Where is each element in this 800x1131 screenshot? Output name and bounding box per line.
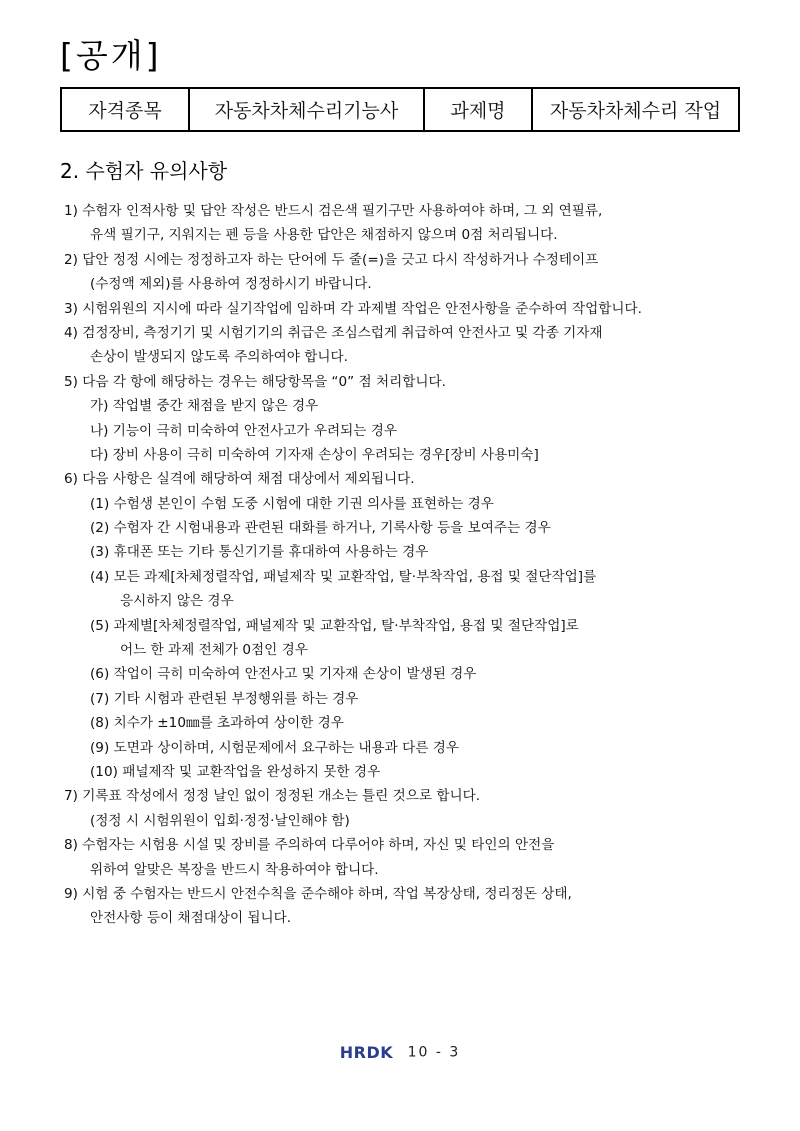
instruction-subitem: 나) 기능이 극히 미숙하여 안전사고가 우려되는 경우 — [90, 422, 397, 439]
instruction-line: 안전사항 등이 채점대상이 됩니다. — [90, 910, 292, 927]
instruction-subitem: (1) 수험생 본인이 수험 도중 시험에 대한 기권 의사를 표현하는 경우 — [90, 495, 494, 512]
instruction-subitem: (5) 과제별[차체정렬작업, 패널제작 및 교환작업, 탈·부착작업, 용접 및 절단작업]로 — [90, 617, 579, 634]
task-label: 과제명 — [424, 88, 532, 131]
instruction-subitem: (6) 작업이 극히 미숙하여 안전사고 및 기자재 손상이 발생된 경우 — [90, 666, 477, 683]
hrdk-logo: HRDK — [339, 1043, 394, 1062]
instruction-line: 유색 필기구, 지워지는 펜 등을 사용한 답안은 채점하지 않으며 0점 처리됩니다. — [90, 227, 558, 244]
info-table-row — [61, 88, 739, 131]
instruction-subitem: (9) 도면과 상이하며, 시험문제에서 요구하는 내용과 다른 경우 — [90, 739, 459, 756]
instruction-line: 8) 수험자는 시험용 시설 및 장비를 주의하여 다루어야 하며, 자신 및 타인의 안전을 — [64, 837, 555, 854]
instruction-line: 4) 검정장비, 측정기기 및 시험기기의 취급은 조심스럽게 취급하여 안전사고 및 각종 기자재 — [64, 324, 603, 341]
instruction-subitem: (3) 휴대폰 또는 기타 통신기기를 휴대하여 사용하는 경우 — [90, 544, 429, 561]
instruction-line: 1) 수험자 인적사항 및 답안 작성은 반드시 검은색 필기구만 사용하여야 하며, 그 외 연필류, — [64, 203, 603, 219]
page-tag: [공개] — [60, 36, 162, 75]
instruction-subitem: 가) 작업별 중간 채점을 받지 않은 경우 — [90, 398, 319, 415]
instruction-line: 위하여 알맞은 복장을 반드시 착용하여야 합니다. — [90, 861, 379, 878]
instruction-subitem: (4) 모든 과제[차체정렬작업, 패널제작 및 교환작업, 탈·부착작업, 용접 및 절단작업]를 — [90, 568, 597, 585]
instructions-list — [64, 199, 754, 931]
info-table — [60, 87, 740, 132]
qualification-label: 자격종목 — [61, 88, 189, 131]
instruction-subitem: 다) 장비 사용이 극히 미숙하여 기자재 손상이 우려되는 경우[장비 사용미숙] — [90, 446, 539, 463]
instruction-line: 2) 답안 정정 시에는 정정하고자 하는 단어에 두 줄(=)을 긋고 다시 작성하거나 수정테이프 — [64, 251, 599, 268]
section-title: 2. 수험자 유의사항 — [60, 159, 228, 183]
qualification-value: 자동차차체수리기능사 — [189, 88, 424, 131]
instruction-line: 5) 다음 각 항에 해당하는 경우는 해당항목을 “0” 점 처리합니다. — [64, 373, 446, 390]
page-footer — [0, 1043, 800, 1062]
instruction-line: 7) 기록표 작성에서 정정 날인 없이 정정된 개소는 틀린 것으로 합니다. — [64, 788, 481, 805]
instruction-line: 9) 시험 중 수험자는 반드시 안전수칙을 준수해야 하며, 작업 복장상태, 정리정돈 상태, — [64, 885, 572, 902]
instruction-subitem: (7) 기타 시험과 관련된 부정행위를 하는 경우 — [90, 690, 359, 707]
instruction-subitem: 응시하지 않은 경우 — [120, 593, 234, 610]
task-value: 자동차차체수리 작업 — [532, 88, 739, 131]
instruction-subitem: (8) 치수가 ±10㎜를 초과하여 상이한 경우 — [90, 715, 344, 732]
instruction-line: 손상이 발생되지 않도록 주의하여야 합니다. — [90, 349, 348, 366]
instruction-line: 6) 다음 사항은 실격에 해당하여 채점 대상에서 제외됩니다. — [64, 471, 415, 488]
instruction-subitem: (10) 패널제작 및 교환작업을 완성하지 못한 경우 — [90, 763, 381, 780]
instruction-line: (정정 시 시험위원이 입회·정정·날인해야 함) — [90, 812, 350, 829]
instruction-subitem: (2) 수험자 간 시험내용과 관련된 대화를 하거나, 기록사항 등을 보여주는 경우 — [90, 520, 551, 537]
instruction-line: (수정액 제외)를 사용하여 정정하시기 바랍니다. — [90, 276, 372, 293]
page-number: 10 - 3 — [407, 1044, 461, 1061]
instruction-line: 3) 시험위원의 지시에 따라 실기작업에 임하며 각 과제별 작업은 안전사항을 준수하여 작업합니다. — [64, 300, 642, 317]
instruction-subitem: 어느 한 과제 전체가 0점인 경우 — [120, 642, 308, 659]
